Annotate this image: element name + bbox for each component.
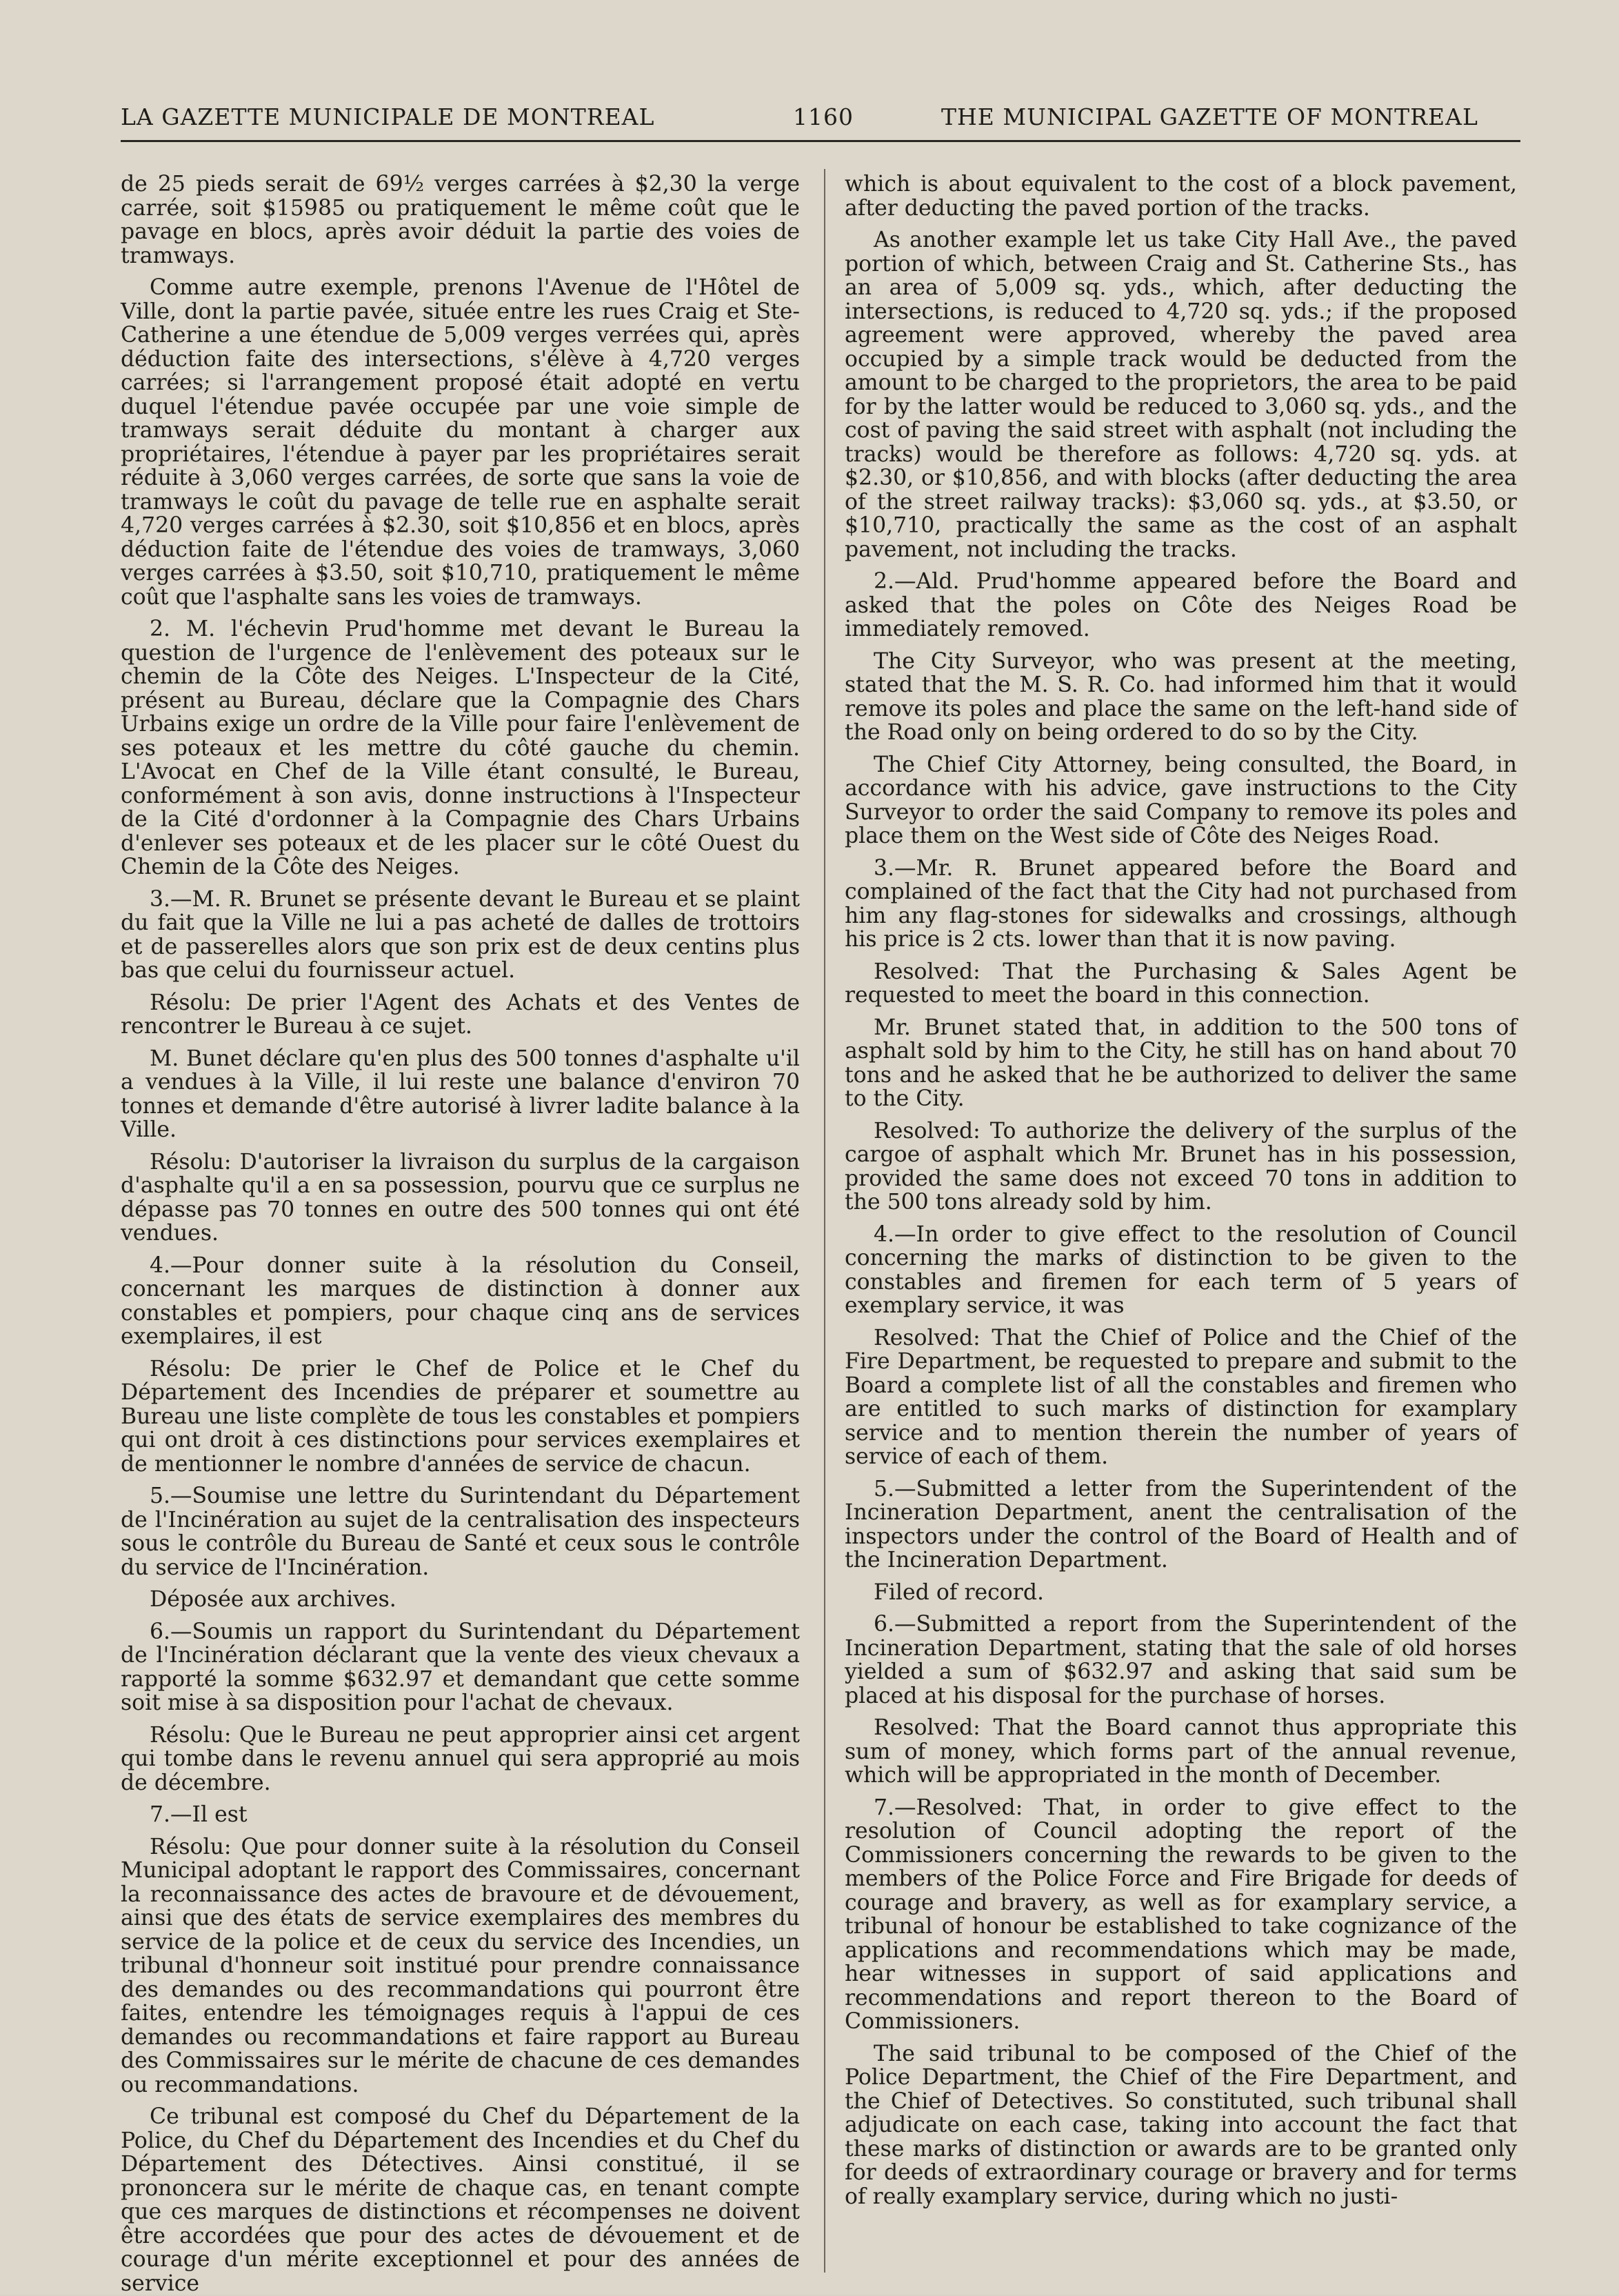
en-paragraph: The said tribunal to be composed of the Chief of the Police Department, the Chief of the Fire Department, and the Chief of Detectives. So constituted, such tribunal shall adjudicate on each case, taking into account the fact that these marks of distinction or awards are to be granted only for deeds of extraordinary courage or bravery and for terms of really examplary service, during which no justi- (845, 2041, 1517, 2209)
fr-paragraph: Résolu: De prier l'Agent des Achats et des Ventes de rencontrer le Bureau à ce sujet. (121, 990, 800, 1039)
fr-paragraph: Déposée aux archives. (150, 1587, 396, 1612)
en-paragraph: which is about equivalent to the cost of a block pavement, after deducting the paved portion of the tracks. (845, 172, 1517, 221)
fr-paragraph: Résolu: De prier le Chef de Police et le Chef du Département des Incendies de préparer et soumettre au Bureau une liste complète de tous les constables et pompiers qui ont droit à ces distinctions pour services exemplaires et de mentionner le nombre d'années de service de chacun. (121, 1356, 800, 1477)
fr-paragraph: 2. M. l'échevin Prud'homme met devant le Bureau la question de l'urgence de l'enlèvement des poteaux sur le chemin de la Côte des Neiges. L'Inspecteur de la Cité, présent au Bureau, déclare que la Compagnie des Chars Urbains exige un ordre de la Ville pour faire l'enlèvement de ses poteaux et les mettre du côté gauche du chemin. L'Avocat en Chef de la Ville étant consulté, le Bureau, conformément à son avis, donne instructions à l'Inspecteur de la Cité d'ordonner à la Compagnie des Chars Urbains d'enlever ses poteaux et de les placer sur le côté Ouest du Chemin de la Côte des Neiges. (121, 617, 800, 879)
fr-paragraph: 3.—M. R. Brunet se présente devant le Bureau et se plaint du fait que la Ville ne lui a pas acheté de dalles de trottoirs et de passerelles alors que son prix est de deux centins plus bas que celui du fournisseur actuel. (121, 886, 800, 983)
fr-paragraph: Résolu: Que pour donner suite à la résolution du Conseil Municipal adoptant le rapport des Commissaires, concernant la reconnaissance des actes de bravoure et de dévouement, ainsi que des états de service exemplaires des membres du service de la police et de ceux du service des Incendies, un tribunal d'honneur soit institué pour prendre connaissance des demandes ou des recommandations qui pourront être faites, entendre les témoignages requis à l'appui de ces demandes ou recommandations et faire rapport au Bureau des Commissaires sur le mérite de chacune de ces demandes ou recommandations. (121, 1834, 800, 2097)
fr-paragraph: de 25 pieds serait de 69½ verges carrées à $2,30 la verge carrée, soit $15985 ou pratiquement le même coût que le pavage en blocs, après avoir déduit la partie des voies de tramways. (121, 172, 800, 268)
en-paragraph: Resolved: To authorize the delivery of the surplus of the cargoe of asphalt which Mr. Brunet has in his possession, provided the same does not exceed 70 tons in addition to the 500 tons already sold by him. (845, 1118, 1517, 1215)
fr-paragraph: 4.—Pour donner suite à la résolution du Conseil, concernant les marques de distinction à donner aux constables et pompiers, pour chaque cinq ans de services exemplaires, il est (121, 1252, 800, 1349)
header-rule (121, 140, 1520, 142)
fr-paragraph: 7.—Il est (150, 1802, 248, 1827)
en-paragraph: Resolved: That the Chief of Police and the Chief of the Fire Department, be requested to prepare and submit to the Board a complete list of all the constables and firemen who are entitled to such marks of distinction for examplary service and to mention therein the number of years of service of each of them. (845, 1325, 1517, 1469)
header-english-title: THE MUNICIPAL GAZETTE OF MONTREAL (941, 103, 1478, 130)
fr-paragraph: Comme autre exemple, prenons l'Avenue de l'Hôtel de Ville, dont la partie pavée, située entre les rues Craig et Ste-Catherine a une étendue de 5,009 verges verrées qui, après déduction faite des intersections, s'élève à 4,720 verges carrées; si l'arrangement proposé était adopté en vertu duquel l'étendue pavée occupée par une voie simple de tramways serait déduite du montant à charger aux propriétaires, l'étendue à payer par les propriétaires serait réduite à 3,060 verges carrées, de sorte que sans la voie de tramways le coût du pavage de telle rue en asphalte serait 4,720 verges carrées à $2.30, soit $10,856 et en blocs, après déduction faite de l'étendue des voies de tramways, 3,060 verges carrées à $3.50, soit $10,710, pratiquement le même coût que l'asphalte sans les voies de tramways. (121, 275, 800, 610)
en-paragraph: Filed of record. (874, 1579, 1045, 1605)
page-number: 1160 (793, 103, 854, 130)
fr-paragraph: Résolu: Que le Bureau ne peut approprier ainsi cet argent qui tombe dans le revenu annuel qui sera approprié au mois de décembre. (121, 1722, 800, 1795)
en-paragraph: 4.—In order to give effect to the resolution of Council concerning the marks of distinction to be given to the constables and firemen for each term of 5 years of exemplary service, it was (845, 1221, 1517, 1318)
en-paragraph: The Chief City Attorney, being consulted, the Board, in accordance with his advice, gave instructions to the City Surveyor to order the said Company to remove its poles and place them on the West side of Côte des Neiges Road. (845, 752, 1517, 848)
en-paragraph: As another example let us take City Hall Ave., the paved portion of which, between Craig and St. Catherine Sts., has an area of 5,009 sq. yds., which, after deducting the intersections, is reduced to 4,720 sq. yds.; if the proposed agreement were approved, whereby the paved area occupied by a simple track would be deducted from the amount to be charged to the proprietors, the area to be paid for by the latter would be reduced to 3,060 sq. yds., and the cost of paving the said street with asphalt (not including the tracks) would be therefore as follows: 4,720 sq. yds. at $2.30, or $10,856, and with blocks (after deducting the area of the street railway tracks): $3,060 sq. yds., at $3.50, or $10,710, practically the same as the cost of an asphalt pavement, not including the tracks. (845, 228, 1517, 562)
fr-paragraph: 5.—Soumise une lettre du Surintendant du Département de l'Incinération au sujet de la centralisation des inspecteurs sous le contrôle du Bureau de Santé et ceux sous le contrôle du service de l'Incinération. (121, 1484, 800, 1580)
en-paragraph: 2.—Ald. Prud'homme appeared before the Board and asked that the poles on Côte des Neiges Road be immediately removed. (845, 569, 1517, 641)
en-paragraph: 3.—Mr. R. Brunet appeared before the Board and complained of the fact that the City had not purchased from him any flag-stones for sidewalks and crossings, although his price is 2 cts. lower than that it is now paving. (845, 855, 1517, 952)
fr-paragraph: 6.—Soumis un rapport du Surintendant du Département de l'Incinération déclarant que la vente des vieux chevaux a rapporté la somme $632.97 et demandant que cette somme soit mise à sa disposition pour l'achat de chevaux. (121, 1619, 800, 1715)
french-column (121, 172, 800, 2296)
en-paragraph: The City Surveyor, who was present at the meeting, stated that the M. S. R. Co. had informed him that it would remove its poles and place the same on the left-hand side of the Road only on being ordered to do so by the City. (845, 648, 1517, 745)
page-header (121, 103, 1520, 145)
en-paragraph: 5.—Submitted a letter from the Superintendent of the Incineration Department, anent the centralisation of the inspectors under the control of the Board of Health and of the Incineration Department. (845, 1476, 1517, 1573)
en-paragraph: Mr. Brunet stated that, in addition to the 500 tons of asphalt sold by him to the City, he still has on hand about 70 tons and he asked that he be authorized to deliver the same to the City. (845, 1015, 1517, 1111)
fr-paragraph: Résolu: D'autoriser la livraison du surplus de la cargaison d'asphalte qu'il a en sa possession, pourvu que ce surplus ne dépasse pas 70 tonnes en outre des 500 tonnes qui ont été vendues. (121, 1149, 800, 1246)
english-column (845, 172, 1517, 2269)
fr-paragraph: Ce tribunal est composé du Chef du Département de la Police, du Chef du Département des Incendies et du Chef du Département des Détectives. Ainsi constitué, il se prononcera sur le mérite de chaque cas, en tenant compte que ces marques de distinctions et récompenses ne doivent être accordées que pour des actes de dévouement et de courage d'un mérite exceptionnel et pour des années de service (121, 2104, 800, 2296)
en-paragraph: Resolved: That the Purchasing & Sales Agent be requested to meet the board in this connection. (845, 959, 1517, 1008)
en-paragraph: 7.—Resolved: That, in order to give effect to the resolution of Council adopting the report of the Commissioners concerning the rewards to be given to the members of the Police Force and Fire Brigade for deeds of courage and bravery, as well as for examplary service, a tribunal of honour be established to take cognizance of the applications and recommendations which may be made, hear witnesses in support of said applications and recommendations and report thereon to the Board of Commissioners. (845, 1795, 1517, 2034)
en-paragraph: Resolved: That the Board cannot thus appropriate this sum of money, which forms part of the annual revenue, which will be appropriated in the month of December. (845, 1715, 1517, 1788)
fr-paragraph: M. Bunet déclare qu'en plus des 500 tonnes d'asphalte u'il a vendues à la Ville, il lui reste une balance d'environ 70 tonnes et demande d'être autorisé à livrer ladite balance à la Ville. (121, 1046, 800, 1142)
en-paragraph: 6.—Submitted a report from the Superintendent of the Incineration Department, stating that the sale of old horses yielded a sum of $632.97 and asking that said sum be placed at his disposal for the purchase of horses. (845, 1612, 1517, 1708)
header-french-title: LA GAZETTE MUNICIPALE DE MONTREAL (121, 103, 655, 130)
column-divider (824, 169, 825, 2273)
